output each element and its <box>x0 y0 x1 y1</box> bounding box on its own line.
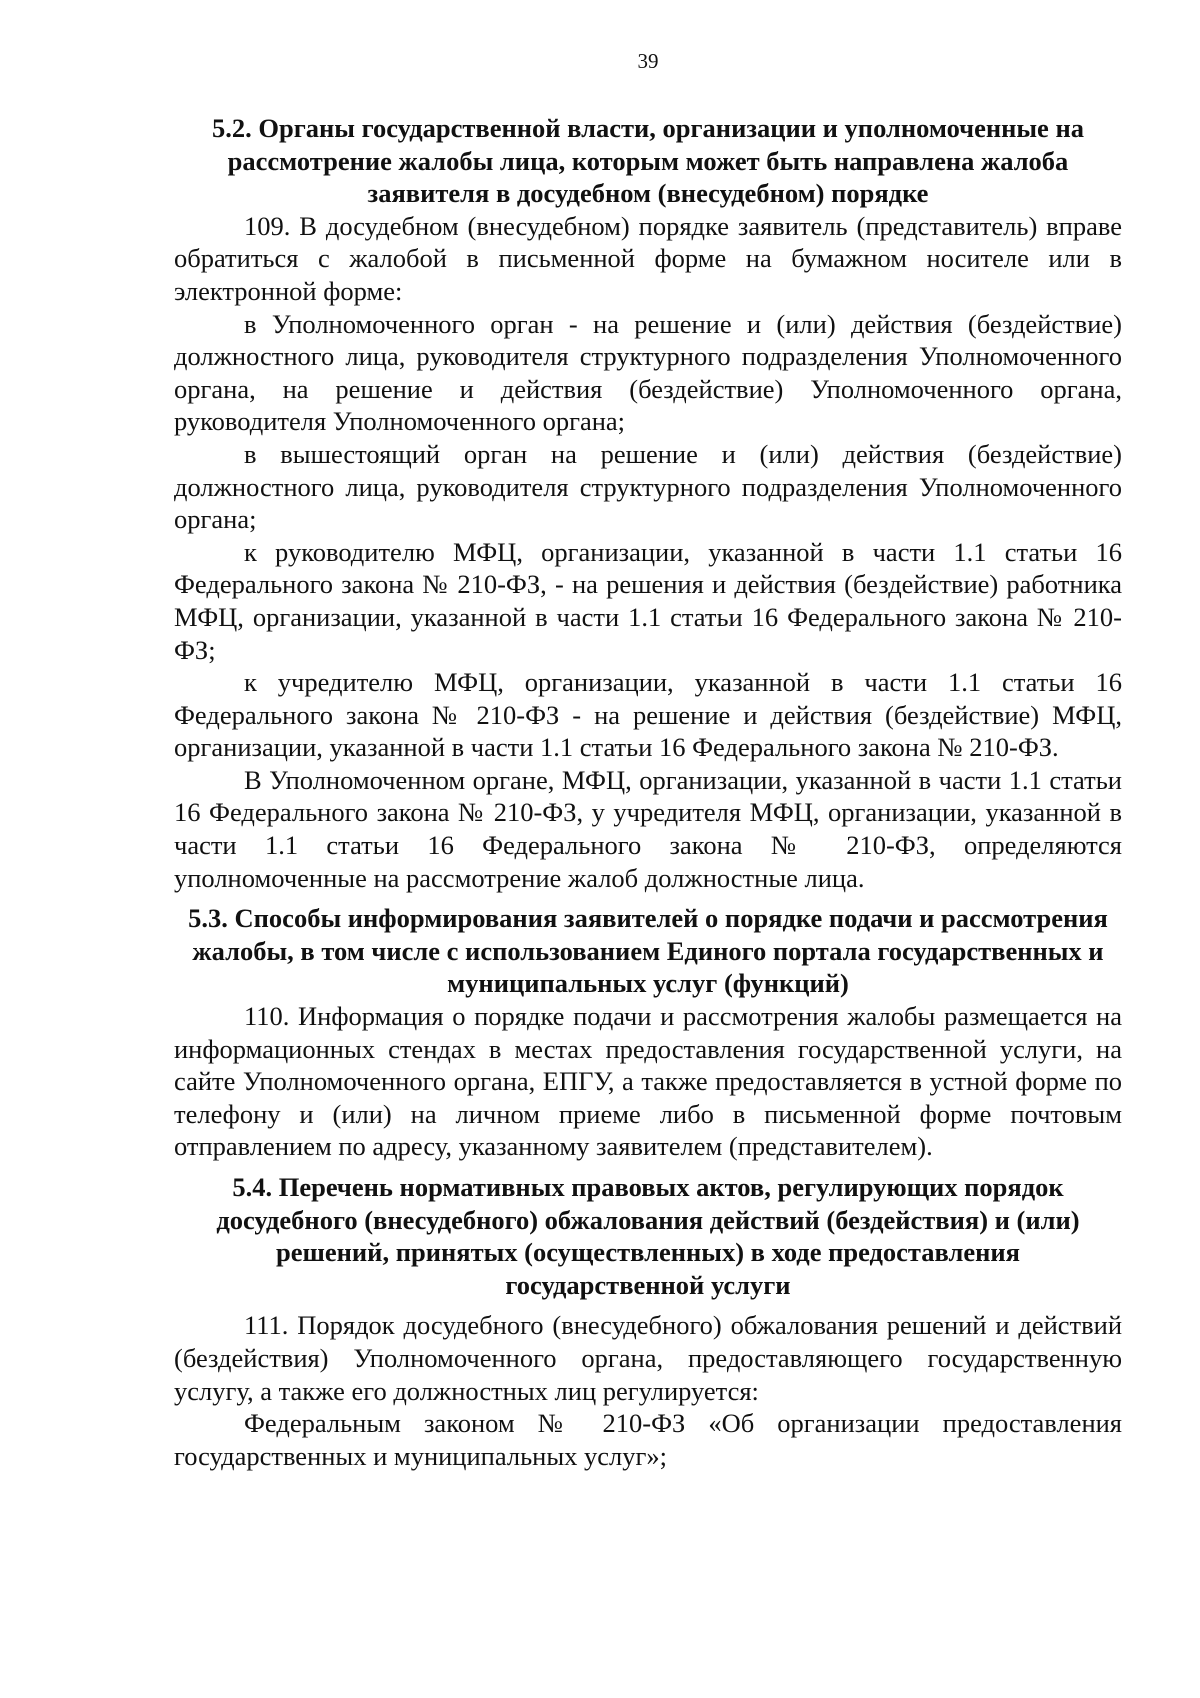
section-heading: 5.2. Органы государственной власти, организации и уполномоченные на рассмотрение жалобы лица, которым может быть направлена жалоба заявителя в досудебном (внесудебном) порядке <box>212 113 1084 209</box>
paragraph: к учредителю МФЦ, организации, указанной в части 1.1 статьи 16 Федерального закона № 210-ФЗ - на решение и действия (бездействие) МФЦ, организации, указанной в части 1.1 статьи 16 Федерального закона № 210-ФЗ. <box>174 667 1122 763</box>
paragraph: в Уполномоченного орган - на решение и (или) действия (бездействие) должностного лица, руководителя структурного подразделения Уполномоченного органа, на решение и действия (бездействие) Уполномоченного органа, руководителя Уполномоченного органа; <box>174 308 1122 437</box>
paragraph: В Уполномоченном органе, МФЦ, организации, указанной в части 1.1 статьи 16 Федерального закона № 210-ФЗ, у учредителя МФЦ, организации, указанной в части 1.1 статьи 16 Федерального закона № 210-ФЗ, определяются уполномоченные на рассмотрение жалоб должностные лица. <box>174 764 1122 893</box>
paragraph: 111. Порядок досудебного (внесудебного) обжалования решений и действий (бездействия) Уполномоченного органа, предоставляющего государственную услугу, а также его должностных лиц регулируется: <box>174 1310 1122 1406</box>
section-heading: 5.3. Способы информирования заявителей о порядке подачи и рассмотрения жалобы, в том числе с использованием Единого портала государственных и муниципальных услуг (функций) <box>188 903 1108 999</box>
paragraph: 110. Информация о порядке подачи и рассмотрения жалобы размещается на информационных стендах в местах предоставления государственной услуги, на сайте Уполномоченного органа, ЕПГУ, а также предоставляется в устной форме по телефону и (или) на личном приеме либо в письменной форме почтовым отправлением по адресу, указанному заявителем (представителем). <box>174 1001 1122 1162</box>
page-number: 39 <box>637 49 659 73</box>
section-5-3 <box>174 902 1122 1163</box>
paragraph: 109. В досудебном (внесудебном) порядке заявитель (представитель) вправе обратиться с жалобой в письменной форме на бумажном носителе или в электронной форме: <box>174 210 1122 306</box>
section-5-4 <box>174 1171 1122 1472</box>
paragraph: к руководителю МФЦ, организации, указанной в части 1.1 статьи 16 Федерального закона № 210-ФЗ, - на решения и действия (бездействие) работника МФЦ, организации, указанной в части 1.1 статьи 16 Федерального закона № 210-ФЗ; <box>174 536 1122 665</box>
paragraph: Федеральным законом № 210-ФЗ «Об организации предоставления государственных и муниципальных услуг»; <box>174 1408 1122 1471</box>
page-content <box>174 112 1122 1472</box>
section-heading: 5.4. Перечень нормативных правовых актов, регулирующих порядок досудебного (внесудебного) обжалования действий (бездействия) и (или) решений, принятых (осуществленных) в ходе предоставления государственной услуги <box>216 1172 1080 1300</box>
section-5-2 <box>174 112 1122 894</box>
paragraph: в вышестоящий орган на решение и (или) действия (бездействие) должностного лица, руководителя структурного подразделения Уполномоченного органа; <box>174 438 1122 535</box>
